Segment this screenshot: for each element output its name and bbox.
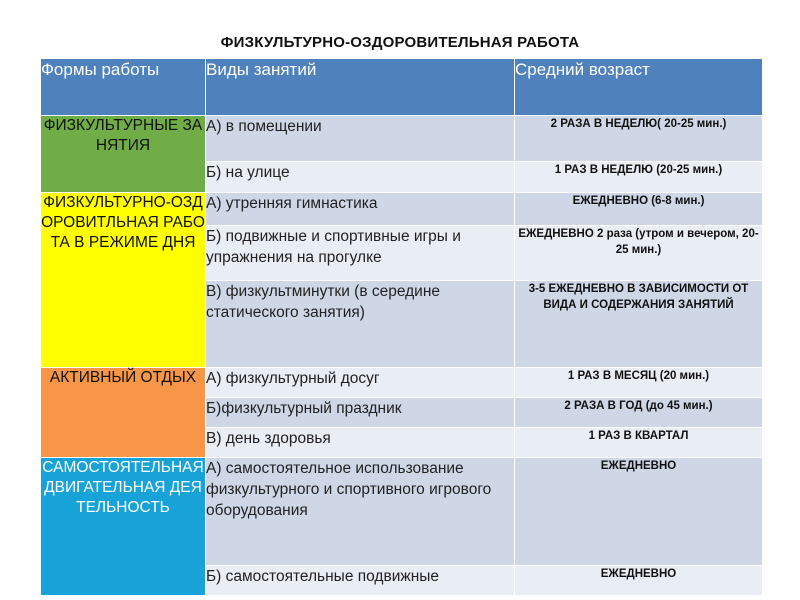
frequency-cell: 1 РАЗ В НЕДЕЛЮ (20-25 мин.) xyxy=(515,162,763,193)
activity-cell: А) в помещении xyxy=(206,116,515,162)
frequency-cell: 1 РАЗ В МЕСЯЦ (20 мин.) xyxy=(515,368,763,398)
form-cell-independent-activity: САМОСТОЯТЕЛЬНАЯ ДВИГАТЕЛЬНАЯ ДЕЯТЕЛЬНОСТЬ xyxy=(41,458,206,596)
form-cell-physical-classes: ФИЗКУЛЬТУРНЫЕ ЗАНЯТИЯ xyxy=(41,116,206,193)
form-cell-active-rest: АКТИВНЫЙ ОТДЫХ xyxy=(41,368,206,458)
form-cell-daily-routine: ФИЗКУЛЬТУРНО-ОЗДОРОВИТЛЬНАЯ РАБОТА В РЕЖИМЕ ДНЯ xyxy=(41,193,206,368)
activity-cell: В) физкультминутки (в середине статического занятия) xyxy=(206,281,515,368)
header-activities: Виды занятий xyxy=(206,59,515,116)
frequency-cell: ЕЖЕДНЕВНО xyxy=(515,458,763,566)
frequency-cell: 2 РАЗА В НЕДЕЛЮ( 20-25 мин.) xyxy=(515,116,763,162)
activity-cell: В) день здоровья xyxy=(206,428,515,458)
frequency-cell: 2 РАЗА В ГОД (до 45 мин.) xyxy=(515,398,763,428)
page-title: ФИЗКУЛЬТУРНО-ОЗДОРОВИТЕЛЬНАЯ РАБОТА xyxy=(220,34,580,51)
table-row xyxy=(41,458,763,566)
frequency-cell: ЕЖЕДНЕВНО xyxy=(515,566,763,596)
frequency-cell: ЕЖЕДНЕВНО (6-8 мин.) xyxy=(515,193,763,226)
table-row xyxy=(41,116,763,162)
header-forms: Формы работы xyxy=(41,59,206,116)
table-row xyxy=(41,368,763,398)
frequency-cell: ЕЖЕДНЕВНО 2 раза (утром и вечером, 20-25 мин.) xyxy=(515,226,763,281)
header-frequency: Средний возраст xyxy=(515,59,763,116)
activity-table xyxy=(40,58,763,596)
activity-cell: Б) подвижные и спортивные игры и упражнения на прогулке xyxy=(206,226,515,281)
activity-cell: А) физкультурный досуг xyxy=(206,368,515,398)
activity-cell: Б) на улице xyxy=(206,162,515,193)
header-row xyxy=(41,59,763,116)
frequency-cell: 1 РАЗ В КВАРТАЛ xyxy=(515,428,763,458)
table-row xyxy=(41,193,763,226)
activity-cell: А) утренняя гимнастика xyxy=(206,193,515,226)
activity-cell: Б) самостоятельные подвижные xyxy=(206,566,515,596)
frequency-cell: 3-5 ЕЖЕДНЕВНО В ЗАВИСИМОСТИ ОТ ВИДА И СОДЕРЖАНИЯ ЗАНЯТИЙ xyxy=(515,281,763,368)
activity-cell: Б)физкультурный праздник xyxy=(206,398,515,428)
activity-cell: А) самостоятельное использование физкультурного и спортивного игрового оборудования xyxy=(206,458,515,566)
